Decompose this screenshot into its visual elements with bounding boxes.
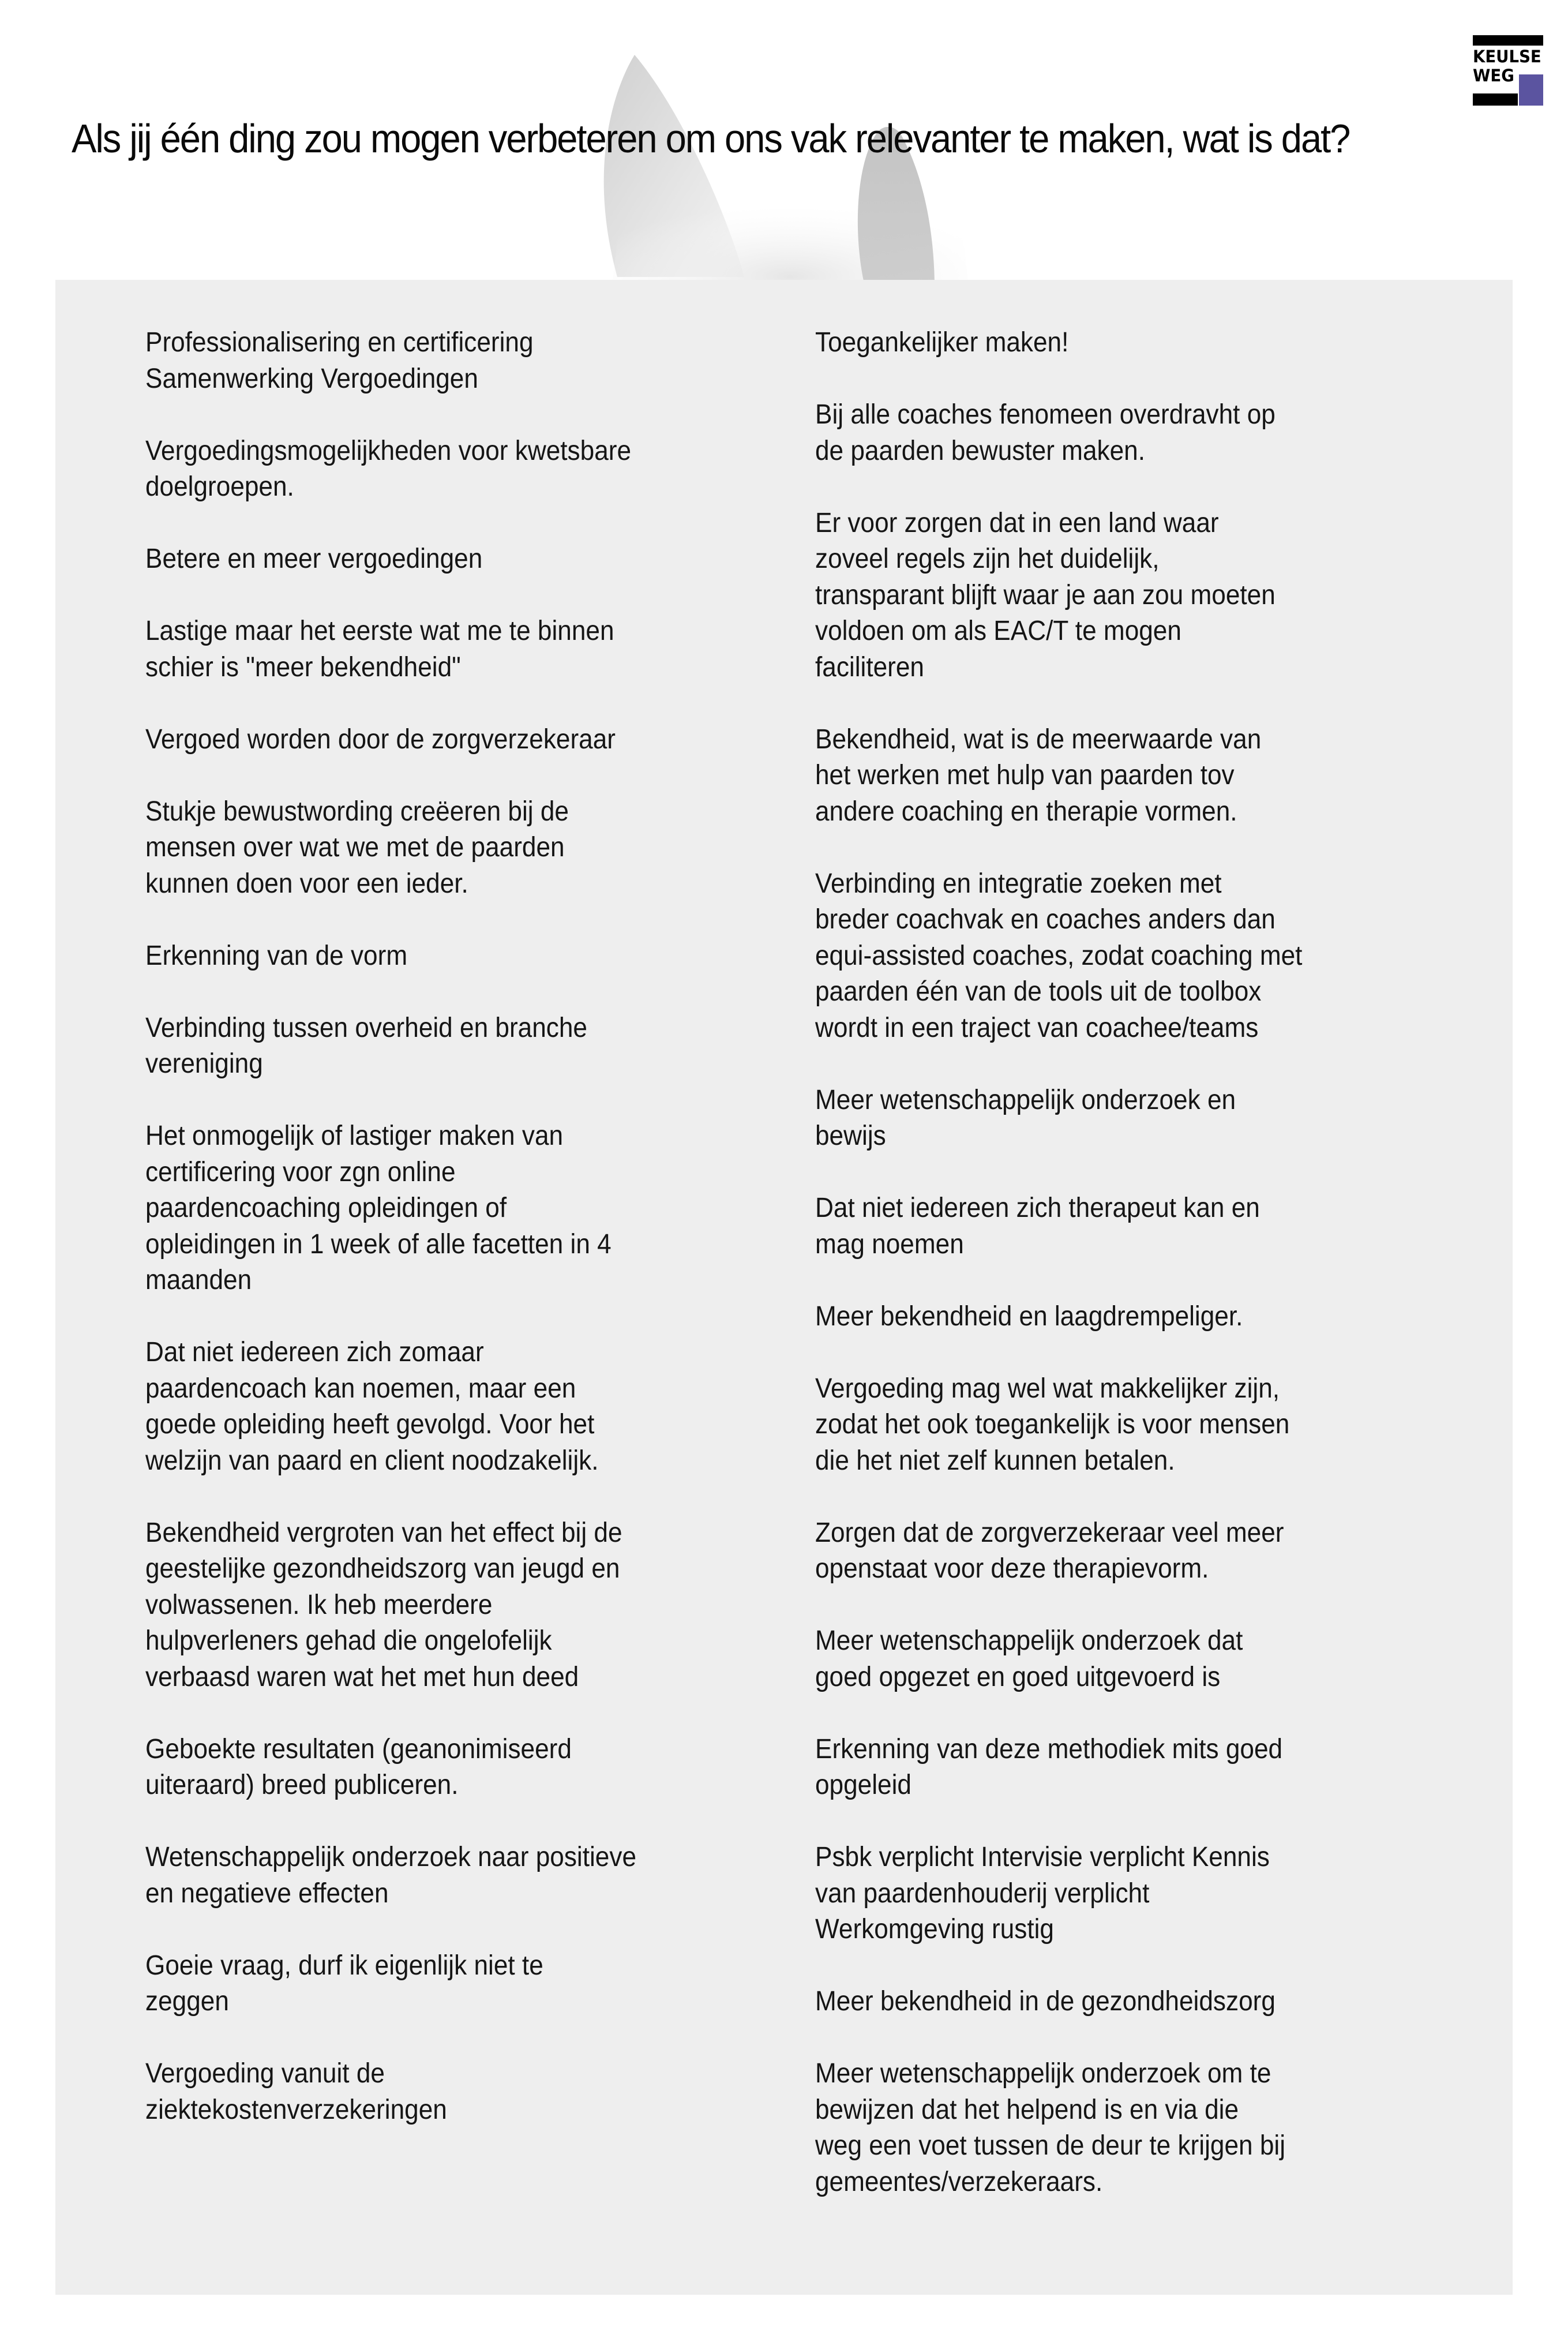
responses-column-right xyxy=(815,325,1367,2236)
response-item: Goeie vraag, durf ik eigenlijk niet te zeggen xyxy=(145,1950,543,2017)
response-item: Erkenning van deze methodiek mits goed opgeleid xyxy=(815,1733,1283,1800)
response-item: Lastige maar het eerste wat me te binnen schier is "meer bekendheid" xyxy=(145,616,614,683)
response-item: Betere en meer vergoedingen xyxy=(145,544,483,574)
response-item: Vergoeding mag wel wat makkelijker zijn, zodat het ook toegankelijk is voor mensen die het niet zelf kunnen betalen. xyxy=(815,1373,1290,1476)
response-item: Meer bekendheid en laagdrempeliger. xyxy=(815,1301,1243,1332)
response-item: Zorgen dat de zorgverzekeraar veel meer openstaat voor deze therapievorm. xyxy=(815,1517,1284,1584)
response-item: Meer bekendheid in de gezondheidszorg xyxy=(815,1986,1276,2017)
response-item: Dat niet iedereen zich zomaar paardencoach kan noemen, maar een goede opleiding heeft gevolgd. Voor het welzijn van paard en client noodzakelijk. xyxy=(145,1337,599,1476)
page-title: Als jij één ding zou mogen verbeteren om ons vak relevanter te maken, wat is dat? xyxy=(72,116,1350,161)
response-item: Professionalisering en certificering Samenwerking Vergoedingen xyxy=(145,327,534,394)
response-item: Er voor zorgen dat in een land waar zoveel regels zijn het duidelijk, transparant blijft waar je aan zou moeten voldoen om als EAC/T te mogen faciliteren xyxy=(815,507,1276,683)
responses-panel xyxy=(55,280,1513,2295)
response-item: Vergoeding vanuit de ziektekostenverzekeringen xyxy=(145,2058,447,2125)
response-item: Verbinding en integratie zoeken met breder coachvak en coaches anders dan equi-assisted coaches, zodat coaching met paarden één van de tools uit de toolbox wordt in een traject van coachee/teams xyxy=(815,868,1303,1043)
keulse-weg-logo xyxy=(1473,35,1543,106)
response-item: Bekendheid vergroten van het effect bij de geestelijke gezondheidszorg van jeugd en volwassenen. Ik heb meerdere hulpverleners gehad die ongelofelijk verbaasd waren wat het met hun deed xyxy=(145,1517,622,1692)
logo-word-2: WEG xyxy=(1473,66,1514,85)
response-item: Bij alle coaches fenomeen overdravht op de paarden bewuster maken. xyxy=(815,399,1276,466)
response-item: Meer wetenschappelijk onderzoek dat goed opgezet en goed uitgevoerd is xyxy=(815,1625,1243,1692)
response-item: Bekendheid, wat is de meerwaarde van het werken met hulp van paarden tov andere coaching en therapie vormen. xyxy=(815,724,1262,827)
response-item: Meer wetenschappelijk onderzoek om te bewijzen dat het helpend is en via die weg een voet tussen de deur te krijgen bij gemeentes/verzekeraars. xyxy=(815,2058,1286,2197)
response-item: Erkenning van de vorm xyxy=(145,940,408,971)
response-item: Dat niet iedereen zich therapeut kan en mag noemen xyxy=(815,1193,1260,1260)
logo-top-bar xyxy=(1473,35,1543,46)
response-item: Psbk verplicht Intervisie verplicht Kennis van paardenhouderij verplicht Werkomgeving rustig xyxy=(815,1842,1270,1945)
logo-word-1: KEULSE xyxy=(1473,47,1541,66)
logo-purple-square xyxy=(1519,74,1543,106)
response-item: Stukje bewustwording creëeren bij de mensen over wat we met de paarden kunnen doen voor een ieder. xyxy=(145,796,569,899)
responses-column-left xyxy=(145,325,719,2164)
response-item: Wetenschappelijk onderzoek naar positieve en negatieve effecten xyxy=(145,1842,637,1909)
response-item: Verbinding tussen overheid en branche vereniging xyxy=(145,1012,587,1079)
response-item: Geboekte resultaten (geanonimiseerd uiteraard) breed publiceren. xyxy=(145,1733,572,1800)
response-item: Meer wetenschappelijk onderzoek en bewijs xyxy=(815,1084,1236,1151)
response-item: Toegankelijker maken! xyxy=(815,327,1069,358)
logo-bottom-bar xyxy=(1473,93,1518,106)
response-item: Het onmogelijk of lastiger maken van certificering voor zgn online paardencoaching opleidingen of opleidingen in 1 week of alle facetten in 4 maanden xyxy=(145,1121,612,1295)
response-item: Vergoedingsmogelijkheden voor kwetsbare doelgroepen. xyxy=(145,435,632,502)
response-item: Vergoed worden door de zorgverzekeraar xyxy=(145,724,616,755)
